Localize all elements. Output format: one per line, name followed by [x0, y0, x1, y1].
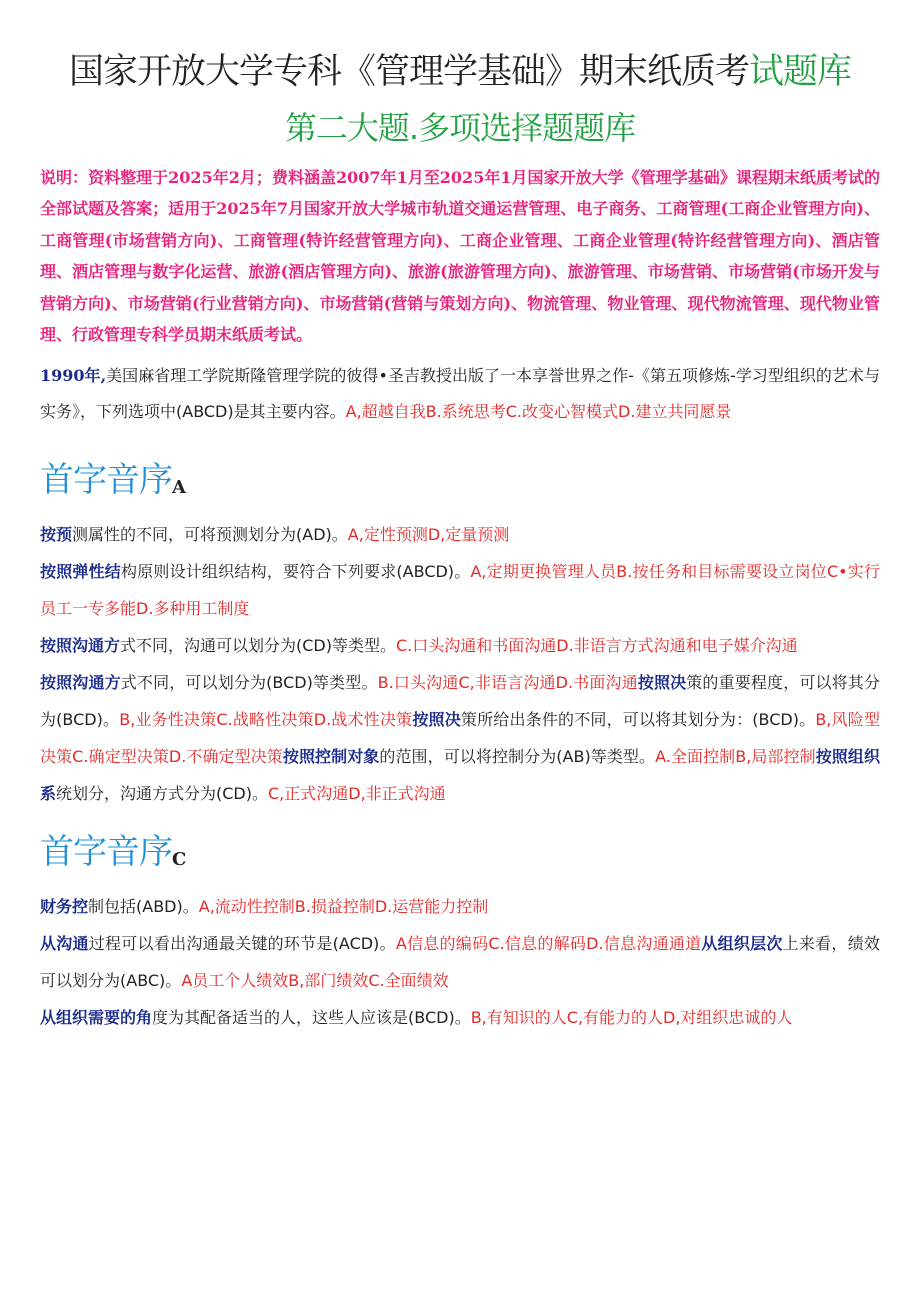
question-text: 统划分，沟通方式分为(CD)。	[56, 784, 268, 804]
question-keyword: 从沟通	[40, 934, 89, 954]
page-subtitle: 第二大题.多项选择题题库	[284, 109, 636, 147]
question-keyword: 从组织层次	[701, 934, 783, 954]
question-paragraph	[40, 664, 880, 812]
title-main-tail: 试题库	[749, 52, 852, 92]
question-paragraph	[40, 627, 880, 664]
question-keyword: 按照沟通方	[40, 636, 121, 656]
answer-text: A,流动性控制B.损益控制D.运营能力控制	[198, 897, 489, 917]
question-text: 测属性的不同，可将预测划分为(AD)。	[72, 525, 348, 545]
question-paragraph	[40, 358, 880, 430]
answer-text: A信息的编码C.信息的解码D.信息沟通通道	[395, 934, 702, 954]
question-keyword: 按预	[40, 525, 73, 545]
question-text: 度为其配备适当的人，这些人应该是(BCD)。	[152, 1008, 471, 1028]
title-main-text: 国家开放大学专科《管理学基础》期末纸质考	[68, 52, 749, 92]
section-letter: A	[172, 477, 186, 499]
answer-text: A,定性预测D,定量预测	[347, 525, 510, 545]
question-keyword: 从组织需要的角	[40, 1008, 153, 1028]
answer-text: B.口头沟通C,非语言沟通D.书面沟通	[377, 673, 638, 693]
question-paragraph	[40, 999, 880, 1036]
answer-text: A,定期更换管理人员B.按任务和目标需要设立岗位C•实行员工一专多能D.多种用工制度	[40, 562, 880, 619]
section-label: 首字音序	[40, 460, 172, 501]
question-keyword: 按照组织系	[40, 747, 880, 804]
question-paragraph	[40, 925, 880, 999]
question-text: 式不同，沟通可以划分为(CD)等类型。	[120, 636, 396, 656]
question-text: 上来看，绩效可以划分为(ABC)。	[40, 934, 880, 991]
question-text: 制包括(ABD)。	[88, 897, 199, 917]
answer-text: C,正式沟通D,非正式沟通	[268, 784, 446, 804]
question-lead: 1990年,	[40, 366, 107, 386]
question-text: 的范围，可以将控制分为(AB)等类型。	[379, 747, 656, 767]
question-text: 策所给出条件的不同，可以将其划分为：(BCD)。	[460, 710, 816, 730]
answer-text: B,有知识的人C,有能力的人D,对组织忠诚的人	[470, 1008, 793, 1028]
answer-text: B,风险型决策C.确定型决策D.不确定型决策	[40, 710, 880, 767]
answer-text: C.口头沟通和书面沟通D.非语言方式沟通和电子媒介沟通	[396, 636, 798, 656]
section-heading-c	[40, 828, 880, 876]
section-letter: C	[172, 849, 187, 871]
section-label: 首字音序	[40, 832, 172, 873]
section-heading-a	[40, 456, 880, 504]
question-text: 构原则设计组织结构，要符合下列要求(ABCD)。	[121, 562, 471, 582]
question-text: 策的重要程度，可以将其分为(BCD)。	[40, 673, 880, 730]
question-text: 式不同，可以划分为(BCD)等类型。	[120, 673, 378, 693]
question-keyword: 按照弹性结	[40, 562, 122, 582]
question-keyword: 按照沟通方	[40, 673, 121, 693]
answer-text: A,超越自我B.系统思考C.改变心智模式D.建立共同愿景	[345, 402, 732, 422]
question-paragraph	[40, 888, 880, 925]
intro-note: 说明：资料整理于2025年2月；费料涵盖2007年1月至2025年1月国家开放大学《管理学基础》课程期末纸质考试的全部试题及答案；适用于2025年7月国家开放大学城市轨道交通运营管理、电子商务、工商管理(工商企业管理方向)、工商管理(市场营销方向)、工商管理(特许经营管理方向)、工商企业管理、工商企业管理(特许经营管理方向)、酒店管理、酒店管理与数字化运营、旅游(酒店管理方向)、旅游(旅游管理方向)、旅游管理、市场营销、市场营销(市场开发与营销方向)、市场营销(行业营销方向)、市场营销(营销与策划方向)、物流管理、物业管理、现代物流管理、现代物业管理、行政管理专科学员期末纸质考试。	[40, 168, 880, 345]
question-keyword: 按照决	[412, 710, 461, 730]
question-paragraph	[40, 553, 880, 627]
answer-text: A.全面控制B,局部控制	[655, 747, 816, 767]
section-c-body	[40, 888, 880, 1036]
question-paragraph	[40, 516, 880, 553]
question-text: 美国麻省理工学院斯隆管理学院的彼得•圣吉教授出版了一本享誉世界之作-《第五项修炼-学习型组织的艺术与实务》，下列选项中(ABCD)是其主要内容。	[40, 366, 880, 422]
answer-text: A员工个人绩效B,部门绩效C.全面绩效	[181, 971, 449, 991]
question-keyword: 财务控	[40, 897, 89, 917]
answer-text: B,业务性决策C.战略性决策D.战术性决策	[119, 710, 413, 730]
question-keyword: 按照控制对象	[282, 747, 380, 767]
question-keyword: 按照决	[637, 673, 687, 693]
section-a-body	[40, 516, 880, 812]
question-text: 过程可以看出沟通最关键的环节是(ACD)。	[88, 934, 396, 954]
page-title	[40, 0, 880, 94]
